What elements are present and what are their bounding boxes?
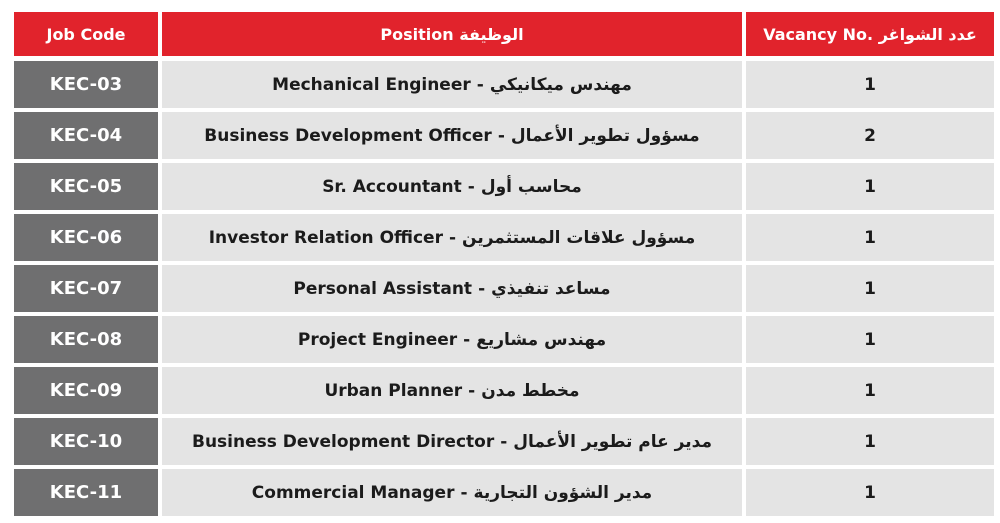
job-code-cell: KEC-07	[14, 265, 158, 312]
position-english: Business Development Director	[191, 431, 495, 452]
vacancy-count-cell: 2	[746, 112, 994, 159]
vacancy-count-cell: 1	[746, 214, 994, 261]
job-code-cell: KEC-05	[14, 163, 158, 210]
vacancy-count-cell: 1	[746, 163, 994, 210]
position-arabic: مهندس ميكانيكي	[489, 74, 632, 95]
vacancy-table	[14, 12, 994, 520]
position-separator: -	[500, 431, 508, 452]
position-english: Investor Relation Officer	[208, 227, 443, 248]
table-row	[14, 418, 994, 465]
position-cell	[162, 418, 742, 465]
job-code-cell: KEC-11	[14, 469, 158, 516]
position-arabic: مسؤول تطوير الأعمال	[510, 125, 700, 146]
table-header	[14, 12, 994, 56]
position-separator: -	[467, 176, 475, 197]
position-cell	[162, 367, 742, 414]
table-row	[14, 367, 994, 414]
position-english: Commercial Manager	[251, 482, 455, 503]
header-position: Position الوظيفة	[162, 12, 742, 56]
position-cell	[162, 112, 742, 159]
job-code-cell: KEC-09	[14, 367, 158, 414]
vacancy-count-cell: 1	[746, 367, 994, 414]
table-row	[14, 265, 994, 312]
table-row	[14, 214, 994, 261]
position-arabic: مدير الشؤون التجارية	[473, 482, 653, 503]
job-code-cell: KEC-10	[14, 418, 158, 465]
vacancy-count-cell: 1	[746, 418, 994, 465]
position-cell	[162, 163, 742, 210]
position-cell	[162, 61, 742, 108]
header-job-code: Job Code	[14, 12, 158, 56]
job-code-cell: KEC-06	[14, 214, 158, 261]
position-english: Sr. Accountant	[322, 176, 462, 197]
position-arabic: مدير عام تطوير الأعمال	[513, 431, 712, 452]
position-english: Project Engineer	[297, 329, 458, 350]
position-separator: -	[476, 74, 484, 95]
position-cell	[162, 214, 742, 261]
position-arabic: مخطط مدن	[481, 380, 580, 401]
position-separator: -	[468, 380, 476, 401]
vacancy-count-cell: 1	[746, 265, 994, 312]
vacancy-count-cell: 1	[746, 469, 994, 516]
table-row	[14, 316, 994, 363]
position-separator: -	[497, 125, 505, 146]
position-english: Personal Assistant	[293, 278, 473, 299]
position-arabic: مهندس مشاريع	[476, 329, 607, 350]
job-code-cell: KEC-03	[14, 61, 158, 108]
position-cell	[162, 469, 742, 516]
job-code-cell: KEC-04	[14, 112, 158, 159]
position-cell	[162, 316, 742, 363]
position-separator: -	[478, 278, 486, 299]
vacancy-count-cell: 1	[746, 61, 994, 108]
position-arabic: محاسب أول	[480, 176, 582, 197]
position-english: Business Development Officer	[204, 125, 492, 146]
position-separator: -	[460, 482, 468, 503]
position-english: Urban Planner	[324, 380, 463, 401]
position-english: Mechanical Engineer	[272, 74, 471, 95]
position-arabic: مسؤول علاقات المستثمرين	[462, 227, 696, 248]
table-row	[14, 163, 994, 210]
table-row	[14, 61, 994, 108]
job-code-cell: KEC-08	[14, 316, 158, 363]
position-separator: -	[463, 329, 471, 350]
position-separator: -	[448, 227, 457, 248]
position-cell	[162, 265, 742, 312]
table-body	[14, 61, 994, 516]
table-row	[14, 112, 994, 159]
vacancy-count-cell: 1	[746, 316, 994, 363]
position-arabic: مساعد تنفيذي	[491, 278, 611, 299]
table-row	[14, 469, 994, 516]
header-vacancy: Vacancy No. عدد الشواغر	[746, 12, 994, 56]
